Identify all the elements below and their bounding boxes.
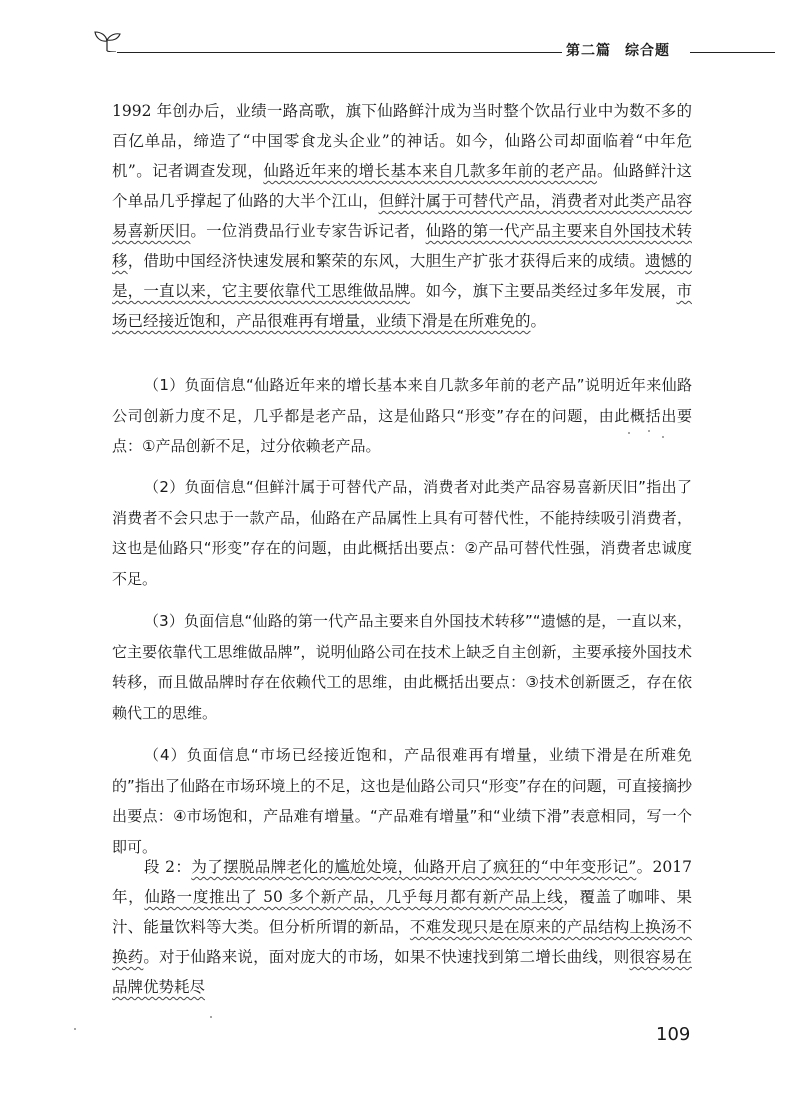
scan-speck (210, 1016, 212, 1018)
header-chapter: 综合题 (625, 43, 670, 59)
underlined-text: 仙路一度推出了 50 多个新产品，几乎每月都有新产品上线 (144, 888, 564, 906)
underlined-text: 遗憾的是，一直以来，它主要依靠代工思维做品牌 (112, 252, 692, 300)
analysis-point-4: （4）负面信息“市场已经接近饱和，产品很难再有增量，业绩下滑是在所难免的”指出了仙路在市场环境上的不足，这也是仙路公司只“形变”存在的问题，可直接摘抄出要点：④市场饱和，产品难有增量。“产品难有增量”和“业绩下滑”表意相同，写一个即可。 (112, 746, 692, 856)
paragraph-label: 段 2： (144, 858, 192, 876)
page-header (0, 0, 800, 70)
text-segment: ，覆盖了咖啡、果汁、能量饮料等大类。但分析所谓的新品， (112, 888, 692, 936)
source-paragraph-1 (112, 96, 692, 336)
header-rule-right (690, 52, 775, 53)
text-segment: 。一位消费品行业专家告诉记者， (190, 222, 426, 240)
underlined-text: 仙路的第一代产品主要来自外国技术转移 (112, 222, 692, 270)
source-paragraph-2 (112, 852, 692, 1002)
scan-speck (74, 1028, 76, 1030)
page-number: 109 (656, 1024, 691, 1045)
underlined-text: 为了摆脱品牌老化的尴尬处境，仙路开启了疯狂的“中年变形记” (191, 858, 637, 876)
header-rule-left (117, 52, 562, 53)
header-title (566, 40, 690, 60)
underlined-text: 但鲜汁属于可替代产品，消费者对此类产品容易喜新厌旧 (112, 192, 692, 240)
analysis-point-3: （3）负面信息“仙路的第一代产品主要来自外国技术转移”“遗憾的是，一直以来，它主要依靠代工思维做品牌”，说明仙路公司在技术上缺乏自主创新，主要承接外国技术转移，而且做品牌时存在依赖代工的思维，由此概括出要点：③技术创新匮乏，存在依赖代工的思维。 (112, 612, 692, 722)
underlined-text: 仙路近年来的增长基本来自几款多年前的老产品 (263, 162, 598, 180)
underlined-text: 不难发现只是在原来的产品结构上换汤不换药 (112, 918, 692, 966)
text-segment: ，借助中国经济快速发展和繁荣的东风，大胆生产扩张才获得后来的成绩。 (127, 252, 646, 270)
analysis-point-1: （1）负面信息“仙路近年来的增长基本来自几款多年前的老产品”说明近年来仙路公司创新力度不足，几乎都是老产品，这是仙路只“形变”存在的问题，由此概括出要点：①产品创新不足，过分依赖老产品。 (112, 376, 692, 455)
analysis-point-2: （2）负面信息“但鲜汁属于可替代产品，消费者对此类产品容易喜新厌旧”指出了消费者不会只忠于一款产品，仙路在产品属性上具有可替代性，不能持续吸引消费者，这也是仙路只“形变”存在的问题，由此概括出要点：②产品可替代性强，消费者忠诚度不足。 (112, 478, 692, 588)
sprout-icon (92, 30, 122, 52)
underlined-text: 市场已经接近饱和，产品很难再有增量，业绩下滑是在所难免的 (112, 282, 692, 330)
text-segment: 。如今，旗下主要品类经过多年发展， (409, 282, 677, 300)
text-segment: 。2017 年， (112, 858, 692, 906)
text-segment: 。仙路鲜汁这个单品几乎撑起了仙路的大半个江山， (112, 162, 692, 210)
underlined-text: 很容易在品牌优势耗尽 (112, 948, 692, 996)
text-segment: 。对于仙路来说，面对庞大的市场，如果不快速找到第二增长曲线，则 (143, 948, 630, 966)
scan-speck (628, 432, 630, 434)
scan-speck (648, 430, 650, 432)
text-segment: 1992 年创办后，业绩一路高歌，旗下仙路鲜汁成为当时整个饮品行业中为数不多的百亿单品，缔造了“中国零食龙头企业”的神话。如今，仙路公司却面临着“中年危机”。记者调查发现， (112, 102, 692, 180)
scan-speck (662, 436, 664, 438)
header-section: 第二篇 (566, 43, 611, 59)
text-segment: 。 (530, 312, 547, 330)
